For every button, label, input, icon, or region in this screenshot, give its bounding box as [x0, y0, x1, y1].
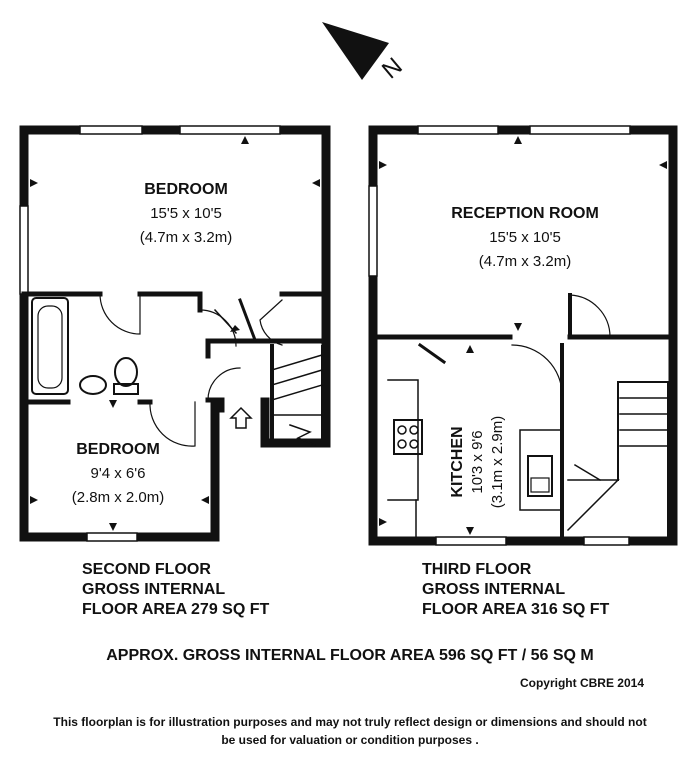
bedroom-2-label [28, 438, 208, 510]
disclaimer [0, 713, 700, 749]
second-floor-caption [82, 560, 269, 620]
reception-room-name: RECEPTION ROOM [451, 205, 599, 222]
bedroom-2-imperial: 9'4 x 6'6 [90, 465, 146, 482]
bedroom-1-name: BEDROOM [144, 181, 228, 198]
copyright-text: Copyright CBRE 2014 [519, 676, 644, 690]
stairs-up-arrow-icon [231, 408, 251, 428]
third-floor-caption-line1: THIRD FLOOR [422, 561, 532, 578]
reception-room-imperial: 15'5 x 10'5 [489, 229, 561, 246]
basin-icon [80, 376, 106, 394]
third-floor-caption [422, 560, 609, 620]
second-floor-caption-line2: GROSS INTERNAL [82, 581, 226, 598]
second-floor-caption-line3: FLOOR AREA 279 SQ FT [82, 601, 270, 618]
bedroom-2-metric: (2.8m x 2.0m) [71, 489, 165, 506]
bedroom-1-imperial: 15'5 x 10'5 [150, 205, 222, 222]
reception-room-label [420, 202, 630, 274]
third-floor-caption-line3: FLOOR AREA 316 SQ FT [422, 601, 610, 618]
kitchen-metric: (3.1m x 2.9m) [489, 415, 506, 509]
second-floor-caption-line1: SECOND FLOOR [82, 561, 211, 578]
north-arrow-icon [322, 22, 408, 84]
third-floor-caption-line2: GROSS INTERNAL [422, 581, 566, 598]
third-floor-plan [369, 126, 673, 545]
kitchen-name: KITCHEN [449, 426, 466, 498]
bedroom-1-label [96, 178, 276, 250]
toilet-icon [115, 358, 137, 386]
kitchen-imperial: 10'3 x 9'6 [469, 430, 486, 494]
bedroom-1-metric: (4.7m x 3.2m) [139, 229, 233, 246]
reception-room-metric: (4.7m x 3.2m) [478, 253, 572, 270]
bedroom-2-name: BEDROOM [76, 441, 160, 458]
disclaimer-line2: be used for valuation or condition purposes . [221, 733, 479, 747]
approx-floor-area: APPROX. GROSS INTERNAL FLOOR AREA 596 SQ FT / 56 SQ M [106, 647, 594, 664]
north-letter: N [377, 52, 408, 85]
kitchen-label [448, 412, 508, 512]
disclaimer-line1: This floorplan is for illustration purposes and may not truly reflect design or dimensions and should not [53, 715, 647, 729]
